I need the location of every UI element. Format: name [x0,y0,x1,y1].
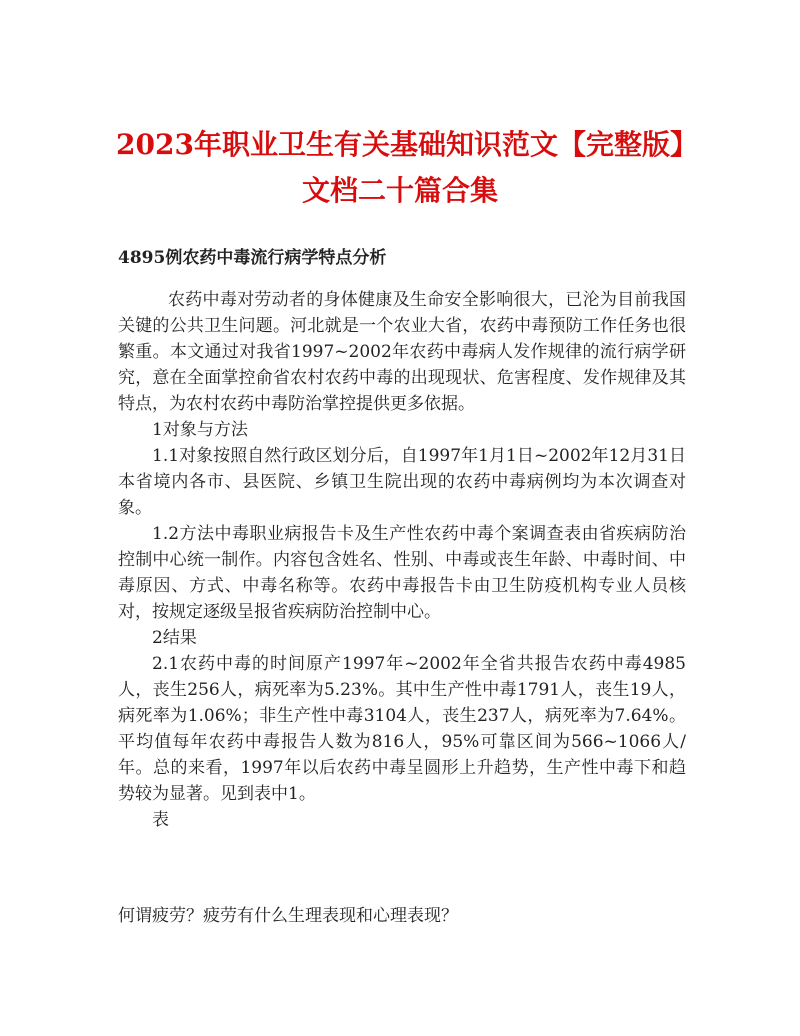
table-label: 表 [152,810,169,830]
heading-results: 2结果 [152,628,197,648]
paragraph-objects: 1.1对象按照自然行政区划分后，自1997年1月1日~2002年12月31日本省境内各市、县医院、乡镇卫生院出现的农药中毒病例均为本次调查对象。 [118,446,686,518]
heading-objects-methods: 1对象与方法 [152,420,248,440]
footer-question: 何谓疲劳？疲劳有什么生理表现和心理表现？ [118,906,458,926]
intro-paragraph: 农药中毒对劳动者的身体健康及生命安全影响很大，已沦为目前我国关键的公共卫生问题。河北就是一个农业大省，农药中毒预防工作任务也很繁重。本文通过对我省1997~2002年农药中毒病人发作规律的流行病学研究，意在全面掌控俞省农村农药中毒的出现现状、危害程度、发作规律及其特点，为农村农药中毒防治掌控提供更多依据。 [118,290,686,414]
paragraph-results: 2.1农药中毒的时间原产1997年~2002年全省共报告农药中毒4985人，丧生256人，病死率为5.23%。其中生产性中毒1791人，丧生19人，病死率为1.06%；非生产性中毒3104人，丧生237人，病死率为7.64%。平均值每年农药中毒报告人数为816人，95%可靠区间为566~1066人/年。总的来看，1997年以后农药中毒呈圆形上升趋势，生产性中毒下和趋势较为显著。见到表中1。 [118,654,686,804]
section-heading: 4895例农药中毒流行病学特点分析 [118,248,387,268]
page-title: 2023年职业卫生有关基础知识范文【完整版】文档二十篇合集 [116,128,684,207]
article-body [118,287,686,833]
paragraph-methods: 1.2方法中毒职业病报告卡及生产性农药中毒个案调查表由省疾病防治控制中心统一制作。内容包含姓名、性别、中毒或丧生年龄、中毒时间、中毒原因、方式、中毒名称等。农药中毒报告卡由卫生防疫机构专业人员核对，按规定逐级呈报省疾病防治控制中心。 [118,524,686,622]
